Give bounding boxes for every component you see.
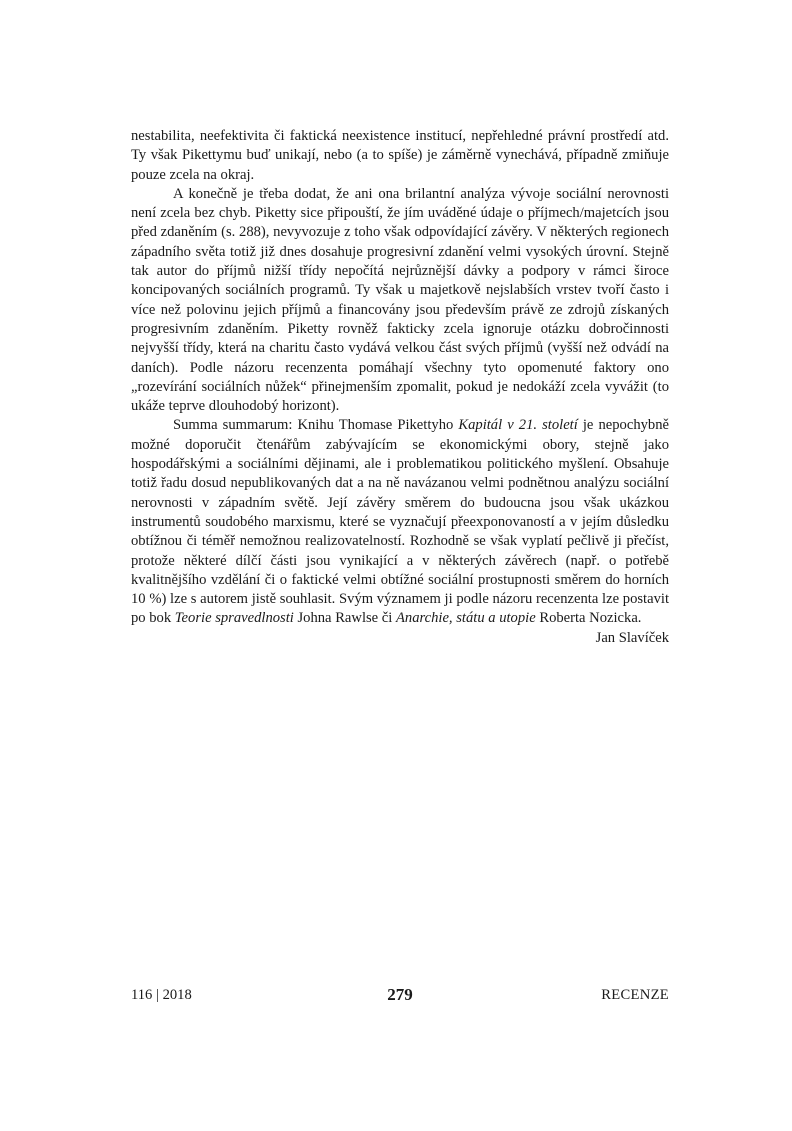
author-signature: Jan Slavíček: [595, 629, 669, 646]
text-segment: Summa summarum: Knihu Thomase Pikettyho: [173, 417, 459, 434]
body-paragraph: [131, 127, 669, 185]
body-paragraph: [131, 416, 669, 628]
page-number: 279: [387, 985, 413, 1004]
paragraph-list: [131, 127, 669, 629]
book-title: Anarchie, státu a utopie: [395, 610, 536, 627]
text-segment: A konečně je třeba dodat, že ani ona brilantní analýza vývoje sociální nerovnosti není zcela bez chyb. Piketty sice připouští, že jím uváděné údaje o příjmech/majetcích jsou před zdaněním (s. 288), nevyvozuje z toho však odpovídající závěry. V některých regionech západního světa totiž již dnes dosahuje progresivní zdanění velmi vysokých úrovní. Stejně tak autor do příjmů nižší třídy nepočítá nejrůznější dávky a podpory v rámci široce koncipovaných sociálních programů. Ty však u majetkově nejslabších vrstev tvoří často i více než polovinu jejich příjmů a financovány jsou především právě ze zdrojů získaných progresivním zdaněním. Piketty rovněž fakticky zcela ignoruje otázku dobročinnosti nejvyšší třídy, která na charitu často vydává velkou část svých příjmů (vyšší než odvádí na daních). Podle názoru recenzenta pomáhají všechny tyto opomenuté faktory ono „rozevírání sociálních nůžek“ přinejmenším zpomalit, pokud je nedokáží zcela vyvážit (to ukáže teprve dlouhodobý horizont).: [131, 185, 669, 415]
issue-label: 116 | 2018: [131, 987, 192, 1003]
book-title: Kapitál v 21. století: [458, 417, 578, 434]
body-paragraph: [131, 185, 669, 417]
section-label: RECENZE: [601, 987, 669, 1003]
article-body: [131, 127, 669, 648]
book-title: Teorie spravedlnosti: [174, 610, 294, 627]
text-segment: nestabilita, neefektivita či faktická neexistence institucí, nepřehledné právní prostředí atd. Ty však Pikettymu buď unikají, nebo (a to spíše) je záměrně vynechává, případně zmiňuje pouze zcela na okraj.: [131, 128, 669, 183]
page-footer: [131, 985, 669, 1009]
text-segment: Roberta Nozicka.: [535, 610, 642, 627]
text-segment: Johna Rawlse či: [293, 610, 396, 627]
text-segment: je nepochybně možné doporučit čtenářům zabývajícím se ekonomickými obory, stejně jako hospodářskými a sociálními dějinami, ale i problematikou politického myšlení. Obsahuje totiž řadu dosud nepublikovaných dat a na ně navázanou velmi podnětnou analýzu sociální nerovnosti v západním světě. Její závěry směrem do budoucna jsou však ukázkou instrumentů soudobého marxismu, které se vyznačují přeexponovaností a v jejím důsledku obtížnou či téměř nemožnou realizovatelností. Rozhodně se však vyplatí pečlivě ji přečíst, protože některé dílčí části jsou vynikající a v některých závěrech (např. o potřebě kvalitnějšího vzdělání či o faktické velmi obtížné sociální prostupnosti směrem do horních 10 %) lze s autorem jistě souhlasit. Svým významem ji podle názoru recenzenta lze postavit po bok: [131, 417, 669, 627]
